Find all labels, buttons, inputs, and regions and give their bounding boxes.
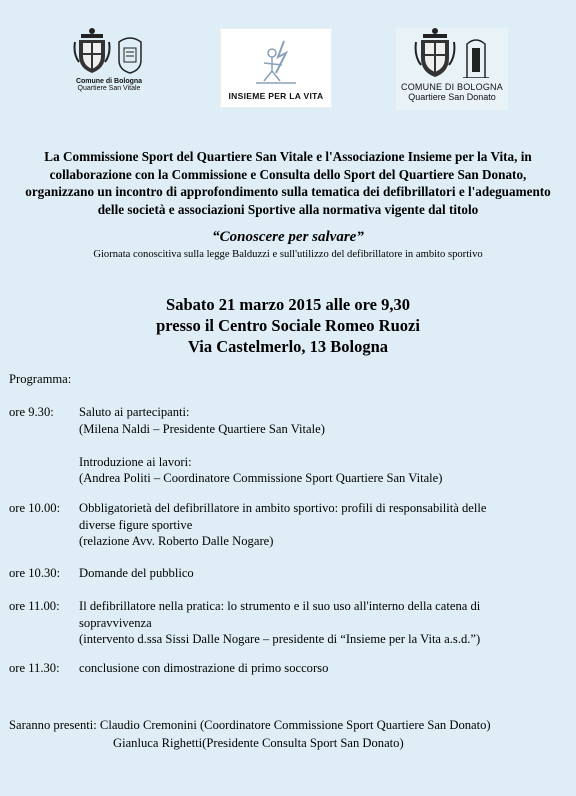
program-time: ore 10.30: <box>9 566 61 580</box>
district-seal-icon <box>115 34 145 74</box>
tower-icon <box>461 34 491 78</box>
event-title: “Conoscere per salvare” <box>212 229 364 245</box>
program-description <box>79 660 559 677</box>
program-line: Introduzione ai lavori: <box>79 454 192 469</box>
city-crest-icon <box>73 28 111 74</box>
attendees-line: Saranno presenti: Claudio Cremonini (Coordinatore Commissione Sport Quartiere San Donato) <box>9 718 491 732</box>
city-crest-icon <box>413 28 457 78</box>
logo-right-subcaption: Quartiere San Donato <box>408 92 496 102</box>
logo-center-caption: INSIEME PER LA VITA <box>228 91 324 101</box>
logo-emblems <box>413 28 491 78</box>
program-description <box>79 500 559 550</box>
attendees-line: Gianluca Righetti(Presidente Consulta Sport San Donato) <box>113 736 404 750</box>
event-details <box>20 294 556 357</box>
program-description <box>79 404 559 487</box>
program-line: Il defibrillatore nella pratica: lo strumento e il suo uso all'interno della catena di <box>79 599 481 613</box>
logo-emblems <box>73 28 145 74</box>
logo-row <box>0 0 576 120</box>
program-line: Obbligatorietà del defibrillatore in ambito sportivo: profili di responsabilità delle <box>79 501 487 515</box>
rescuer-figure-icon <box>250 39 302 87</box>
intro-paragraph: La Commissione Sport del Quartiere San Vitale e l'Associazione Insieme per la Vita, in collaborazione con la Commissione e Consulta dello Sport del Quartiere San Donato, organizzano un incontro di approfondimento sulla tematica dei defibrillatori e l'adeguamento delle società e associazioni Sportive alla normativa vigente dal titolo <box>25 149 551 217</box>
program-description <box>79 598 559 648</box>
event-subtitle: Giornata conoscitiva sulla legge Balduzzi e sull'utilizzo del defibrillatore in ambito sportivo <box>93 249 483 260</box>
event-date: Sabato 21 marzo 2015 alle ore 9,30 <box>166 295 410 314</box>
logo-left-subcaption: Quartiere San Vitale <box>77 85 141 92</box>
program-line: (Andrea Politi – Coordinatore Commissione Sport Quartiere San Vitale) <box>79 471 443 485</box>
logo-insieme-per-la-vita <box>220 28 332 108</box>
program-line: (intervento d.ssa Sissi Dalle Nogare – presidente di “Insieme per la Vita a.s.d.”) <box>79 632 481 646</box>
attendees-block <box>9 716 569 752</box>
program-line: Saluto ai partecipanti: <box>79 405 190 419</box>
program-time: ore 11.00: <box>9 599 60 613</box>
program-line: (Milena Naldi – Presidente Quartiere San Vitale) <box>79 421 325 436</box>
program-heading: Programma: <box>9 372 72 386</box>
logo-left-caption: Comune di Bologna <box>75 78 143 85</box>
program-time: ore 9.30: <box>9 405 54 419</box>
logo-right-caption: COMUNE DI BOLOGNA <box>401 82 503 92</box>
program-line: Domande del pubblico <box>79 566 194 580</box>
program-line: sopravvivenza <box>79 615 152 630</box>
program-line: (relazione Avv. Roberto Dalle Nogare) <box>79 534 274 548</box>
program-line: diverse figure sportive <box>79 517 193 532</box>
logo-comune-san-vitale <box>66 28 152 92</box>
program-time: ore 11.30: <box>9 661 60 675</box>
program-line: conclusione con dimostrazione di primo soccorso <box>79 661 329 675</box>
event-venue: presso il Centro Sociale Romeo Ruozi <box>156 316 420 335</box>
program-line <box>79 437 559 454</box>
event-address: Via Castelmerlo, 13 Bologna <box>187 337 389 356</box>
program-time: ore 10.00: <box>9 501 61 515</box>
program-description <box>79 565 559 582</box>
logo-comune-san-donato <box>396 28 508 110</box>
